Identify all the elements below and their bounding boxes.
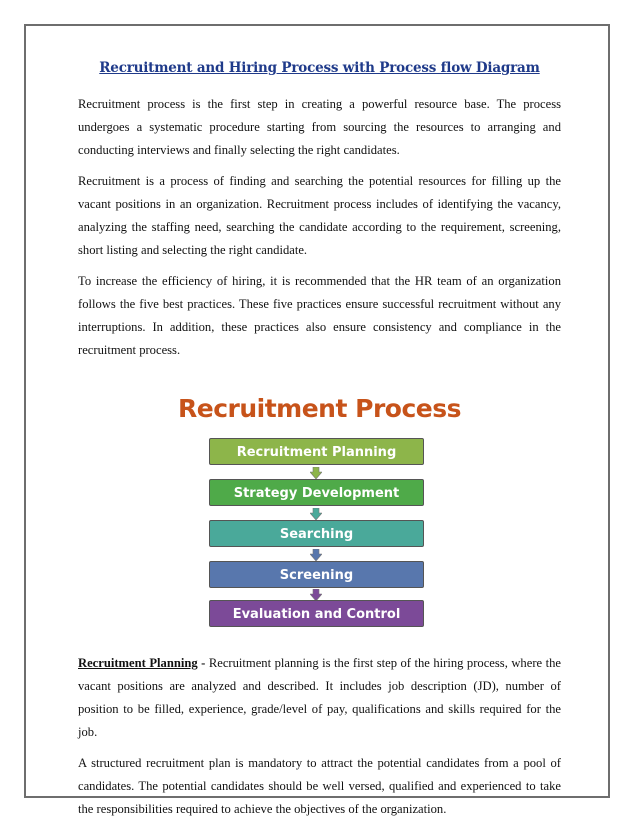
recruitment-planning-paragraph — [78, 652, 561, 744]
step-evaluation-and-control: Evaluation and Control — [209, 600, 424, 627]
section-lead-text: Recruitment planning is the first step of the hiring process, where the vacant positions are analyzed and described. It includes job description (JD), number of position to be filled, experience, grade/level of pay, qualifications and skills required for the job. — [78, 656, 561, 739]
structured-plan-paragraph: A structured recruitment plan is mandatory to attract the potential candidates from a pool of candidates. The potential candidates should be well versed, qualified and experienced to take the responsibilities required to achieve the objectives of the organization. — [78, 756, 561, 816]
step-recruitment-planning: Recruitment Planning — [209, 438, 424, 465]
diagram-title: Recruitment Process — [178, 394, 461, 423]
step-screening: Screening — [209, 561, 424, 588]
section-separator: - — [197, 656, 209, 670]
definition-paragraph: Recruitment is a process of finding and searching the potential resources for filling up the vacant positions in an organization. Recruitment process includes of identifying the vacancy, analyzing the staffing need, searching the candidate according to the requirement, screening, short listing and selecting the right candidate. — [78, 174, 561, 257]
step-strategy-development: Strategy Development — [209, 479, 424, 506]
flow-arrow-down-icon — [310, 549, 322, 561]
recruitment-process-diagram — [78, 394, 561, 626]
document-title: Recruitment and Hiring Process with Process flow Diagram — [99, 60, 540, 76]
best-practices-paragraph: To increase the efficiency of hiring, it is recommended that the HR team of an organization follows the five best practices. These five practices ensure successful recruitment without any interruptions. In addition, these practices also ensure consistency and compliance in the recruitment process. — [78, 274, 561, 357]
step-searching: Searching — [209, 520, 424, 547]
flow-arrow-down-icon — [310, 508, 322, 520]
flow-arrow-down-icon — [310, 467, 322, 479]
intro-paragraph: Recruitment process is the first step in creating a powerful resource base. The process undergoes a systematic procedure starting from sourcing the resources to arranging and conducting interviews and finally selecting the right candidates. — [78, 97, 561, 157]
section-heading: Recruitment Planning — [78, 656, 198, 670]
document-content — [78, 60, 561, 829]
